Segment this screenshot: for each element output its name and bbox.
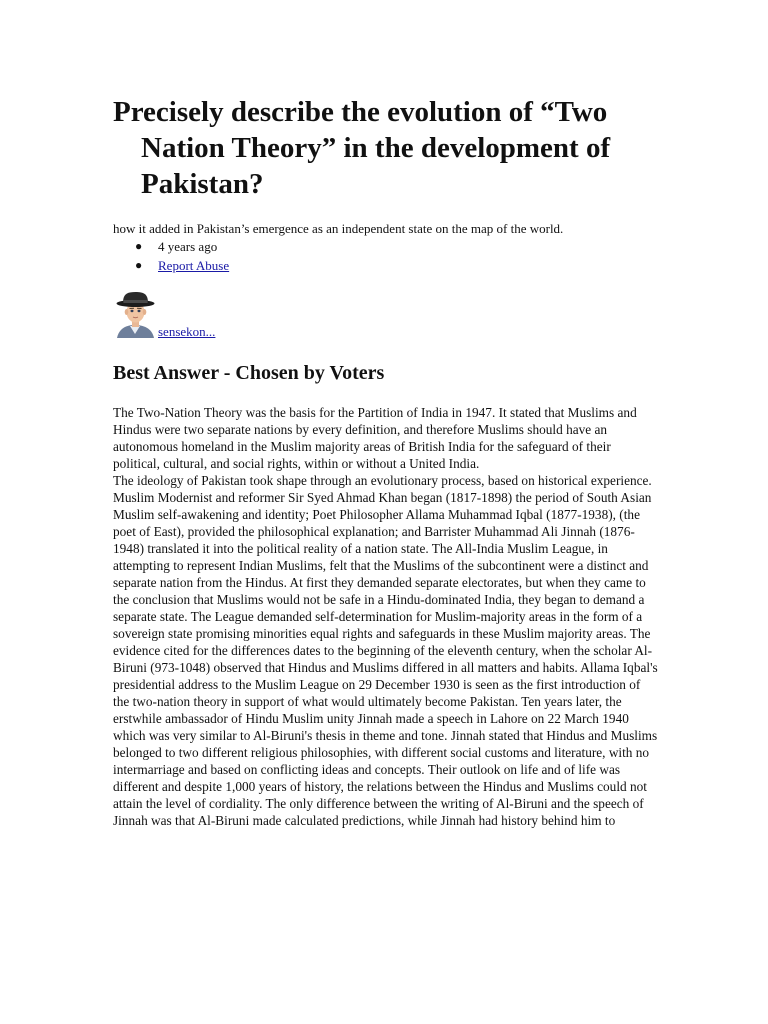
list-item	[113, 238, 229, 257]
question-meta-list	[113, 238, 229, 276]
question-detail: how it added in Pakistan’s emergence as an independent state on the map of the world.	[113, 221, 564, 236]
answer-paragraph: The Two-Nation Theory was the basis for the Partition of India in 1947. It stated that Muslims and Hindus were two separate nations by every definition, and therefore Muslims should have an autonomous homeland in the Muslim majority areas of British India for the safeguard of their political, cultural, and social rights, within or without a United India.	[113, 405, 637, 471]
list-item	[113, 257, 229, 276]
answer-paragraph: The ideology of Pakistan took shape through an evolutionary process, based on historical experience. Muslim Modernist and reformer Sir Syed Ahmad Khan began (1817-1898) the period of South Asian Muslim self-awakening and identity; Poet Philosopher Allama Muhammad Iqbal (1877-1938), (the poet of East), provided the philosophical explanation; and Barrister Muhammad Ali Jinnah (1876-1948) translated it into the political reality of a nation state. The All-India Muslim League, in attempting to represent Indian Muslims, felt that the Muslims of the subcontinent were a distinct and separate nation from the Hindus. At first they demanded separate electorates, but when they came to the conclusion that Muslims would not be safe in a Hindu-dominated India, they began to demand a separate state. The League demanded self-determination for Muslim-majority areas in the form of a sovereign state promising minorities equal rights and safeguards in these Muslim majority areas. The evidence cited for the differences dates to the beginning of the eleventh century, when the scholar Al-Biruni (973-1048) observed that Hindus and Muslims differed in all matters and habits. Allama Iqbal's presidential address to the Muslim League on 29 December 1930 is seen as the first introduction of the two-nation theory in support of what would ultimately become Pakistan. Ten years later, the erstwhile ambassador of Hindu Muslim unity Jinnah made a speech in Lahore on 22 March 1940 which was very similar to Al-Biruni's thesis in theme and tone. Jinnah stated that Hindus and Muslims belonged to two different religious philosophies, with different social customs and literature, with no intermarriage and based on conflicting ideas and concepts. Their outlook on life and of life was different and despite 1,000 years of history, the relations between the Hindus and Muslims could not attain the level of cordiality. The only difference between the writing of Al-Biruni and the speech of Jinnah was that Al-Biruni made calculated predictions, while Jinnah had history behind him to	[113, 473, 658, 828]
asker-name-link[interactable]: sensekon...	[158, 324, 216, 339]
bullet-icon: ●	[135, 239, 143, 253]
avatar-man-with-fedora-icon[interactable]	[113, 290, 158, 338]
question-title: Precisely describe the evolution of “Two Nation Theory” in the development of Pakistan?	[113, 96, 611, 200]
best-answer-body	[113, 404, 658, 829]
report-abuse-link[interactable]: Report Abuse	[158, 258, 230, 273]
best-answer-heading: Best Answer - Chosen by Voters	[113, 362, 385, 384]
bullet-icon: ●	[135, 258, 143, 272]
question-age: 4 years ago	[158, 239, 218, 254]
